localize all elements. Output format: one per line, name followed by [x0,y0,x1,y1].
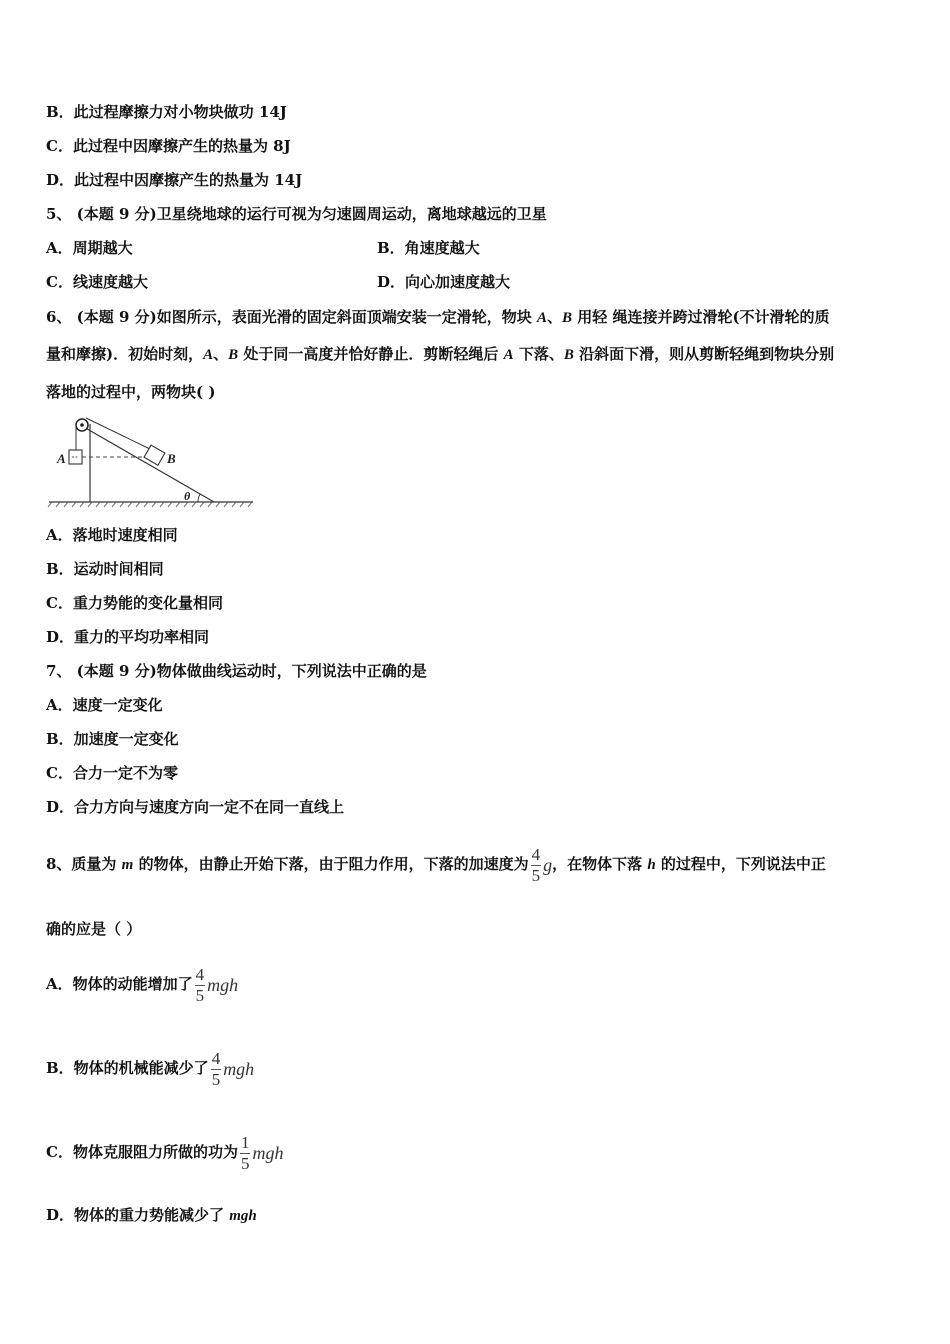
pulley-axle [80,423,84,427]
q5-option-a: A．周期越大 [46,239,133,257]
q5-stem: 5、 (本题 9 分)卫星绕地球的运行可视为匀速圆周运动，离地球越远的卫星 [46,205,547,223]
q8-option-b-fraction [211,1050,222,1089]
q6-option-d: D．重力的平均功率相同 [46,628,210,646]
q6-option-b: B．运动时间相同 [46,560,164,578]
ground-hatching [48,502,252,507]
frac-numerator: 4 [211,1048,221,1068]
frac-numerator: 4 [195,964,205,984]
q7-option-d: D．合力方向与速度方向一定不在同一直线上 [46,798,345,816]
q8-option-c-text: C．物体克服阻力所做的功为 [46,1143,238,1161]
q6-text: 处于同一高度并恰好静止．剪断轻绳后 [238,345,504,363]
q6-var-a: A [503,347,514,363]
q8-option-d-text: D．物体的重力势能减少了 [46,1206,230,1224]
q5-option-d: D．向心加速度越大 [377,273,511,291]
q8-option-b-text: B．物体的机械能减少了 [46,1059,209,1077]
label-b: B [167,451,176,466]
q6-text: 6、 (本题 9 分)如图所示，表面光滑的固定斜面顶端安装一定滑轮，物块 [46,308,537,326]
frac-numerator: 4 [531,844,541,864]
q6-sep: 、 [546,308,562,326]
q8-option-c-expr: mgh [252,1143,284,1163]
q6-var-a: A [203,347,214,363]
q8-option-b [46,1036,254,1101]
q4-option-d: D．此过程中因摩擦产生的热量为 14J [46,171,303,189]
q6-var-b: B [562,310,573,326]
incline-slope [82,426,214,502]
q6-sep: 、 [213,345,229,363]
q6-stem-line3: 落地的过程中，两物块( ) [46,383,216,401]
q7-stem: 7、 (本题 9 分)物体做曲线运动时，下列说法中正确的是 [46,662,427,680]
frac-denominator: 5 [211,1069,221,1089]
q6-option-a: A．落地时速度相同 [46,526,178,544]
q6-text: 沿斜面下滑，则从剪断轻绳到物块分别 [573,345,835,363]
q6-option-c: C．重力势能的变化量相同 [46,594,223,612]
q6-var-a: A [536,310,547,326]
q8-var-h: h [647,857,656,873]
q8-option-c-fraction [240,1134,251,1173]
q8-text: 的物体，由静止开始下落，由于阻力作用，下落的加速度为 [133,855,529,873]
frac-numerator: 1 [240,1132,250,1152]
q4-option-c: C．此过程中因摩擦产生的热量为 8J [46,137,291,155]
label-a: A [57,451,66,466]
q8-option-b-expr: mgh [223,1059,255,1079]
q8-option-a [46,952,238,1017]
q8-option-c [46,1120,283,1185]
frac-denominator: 5 [195,985,205,1005]
q6-var-b: B [563,347,574,363]
incline-pulley-figure [46,412,258,512]
q7-option-b: B．加速度一定变化 [46,730,179,748]
q8-option-a-text: A．物体的动能增加了 [46,975,193,993]
q7-option-c: C．合力一定不为零 [46,764,178,782]
q8-text: 的过程中，下列说法中正 [655,855,826,873]
q8-accel-fraction [531,846,542,885]
q4-option-b: B．此过程摩擦力对小物块做功 14J [46,103,287,121]
q8-option-d-expr: mgh [229,1208,257,1224]
q8-option-a-fraction [195,966,206,1005]
q6-text: 下落、 [513,345,564,363]
q8-option-a-expr: mgh [207,975,239,995]
q6-var-b: B [228,347,239,363]
q6-text: 量和摩擦)．初始时刻， [46,345,204,363]
q6-stem-line1 [46,307,830,328]
q6-stem-line2 [46,344,834,365]
q7-option-a: A．速度一定变化 [46,696,163,714]
q5-option-c: C．线速度越大 [46,273,148,291]
q8-text: ，在物体下落 [552,855,648,873]
q5-option-b: B．角速度越大 [377,239,480,257]
q6-text: 用轻 绳连接并跨过滑轮(不计滑轮的质 [572,308,830,326]
q8-text: 8、质量为 [46,855,122,873]
frac-denominator: 5 [240,1153,250,1173]
q8-var-g: g [543,855,553,875]
angle-arc [198,494,200,502]
q8-var-m: m [121,857,134,873]
frac-denominator: 5 [531,865,541,885]
label-theta: θ [184,489,191,503]
q8-option-d [46,1205,257,1226]
q8-stem-line1 [46,832,826,897]
q8-stem-line2: 确的应是（ ） [46,920,142,938]
